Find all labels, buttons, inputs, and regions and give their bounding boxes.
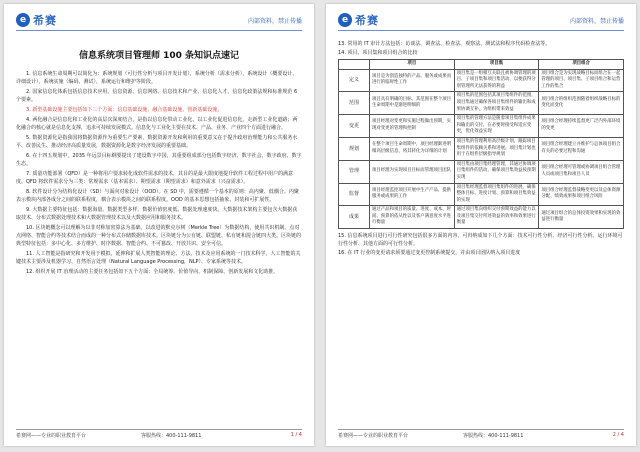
page-2-body [338, 40, 624, 426]
table-cell: 项目组合经理持续监督更广泛内外部环境的变更 [539, 115, 624, 138]
paragraph: 11. 人工智能是指研究和开发用于模拟、延伸和扩展人类智能的理论、方法、技术及应用系统的一门技术科学。人工智能的关键技术主要涉及机器学习、自然语言处理（Natural Language Processing，NLP）、专家系统等技术。 [16, 251, 301, 265]
paragraph: 8. 软件设计分为结构化设计（SD）与面向对象设计（OOD）。在 SD 中，需要遵循一个基本的原则：高内聚、低耦合。内聚表示模块内部各成分之间的联系程度，耦合表示模块之间的联系程度。OOD 的基本思想包括抽象、封装和可扩展性。 [16, 189, 299, 203]
page-header [338, 10, 624, 31]
row-category: 定义 [339, 69, 370, 92]
table-cell: 项目组合经理建立并维护与总体项目组合有关的必要过程和沟通 [539, 137, 624, 160]
comparison-table [338, 59, 624, 229]
column-header: 项目 [370, 60, 455, 70]
paragraph: 1. 信息系统生命周期可以简化为：系统规划（可行性分析与项目开发计划），系统分析（需求分析），系统设计（概要设计、详细设计），系统实施（编码、测试），系统运行和维护等阶段。 [16, 71, 298, 85]
paragraph: 15. 信息系统项目进行可行性研究包括很多方面的内容，可归纳成如下几个方面：技术可行性分析、经济可行性分析、运行环境可行性分析、其他方面的可行性分析。 [338, 233, 623, 248]
paragraph: 4. 两化融合是信息化和工业化的高层次深度结合，是指以信息化带动工业化、以工业化促进信息化，走新型工业化道路；两化融合的核心就是信息化支撑，追求可持续发展模式。信息化与工业化主要在技术、产品、业务、产业四个方面进行融合。 [16, 117, 298, 131]
table-cell: 项目组合经理可管理或协调项目组合管理人员或项目集和项目人员 [539, 160, 624, 183]
column-header [339, 60, 370, 70]
table-cell: 通过产品和项目的质量、进度、成本、时间、预算的依从性以及客户满意度水平进行衡量 [370, 206, 455, 229]
document-title: 信息系统项目管理师 100 条知识点速记 [78, 51, 240, 61]
paragraph: 9. 大数据主要特征包括：数据海量、数据类型多样、数据价值密度低、数据处理速度快。大数据技术架构主要包含大数据获取技术、分布式数据处理技术和大数据管理技术以及大数据应用和服务技术。 [16, 207, 298, 221]
paragraph: 3. 新型基础设施主要包括如下三个方面：信息基础设施、融合基础设施、创新基础设施。 [26, 107, 223, 113]
footer-hotline: 客服热线：400-111-9811 [463, 433, 524, 439]
brand-logo [338, 12, 379, 28]
page-number: 1 / 4 [290, 432, 302, 438]
column-header: 项目集 [454, 60, 539, 70]
table-cell: 项目集经理监督项目集组件的进展，确保整体目标、进度计划、预算和项目集效益的实现 [454, 183, 539, 206]
logo-icon: e [16, 13, 30, 27]
table-row [339, 69, 624, 92]
row-category: 变更 [339, 115, 370, 138]
table-row [339, 137, 624, 160]
paragraph: 14. 项目、项目集和项目组合的比较 [338, 50, 418, 56]
row-category: 范围 [339, 92, 370, 115]
table-row [339, 115, 624, 138]
table-cell: 项目经理为实现项目目标而管理项目团队 [370, 160, 455, 183]
paragraph: 12. 组织开展 IT 治理活动的主要任务包括如下五个方面：全局统筹、价值导向、机制保障、创新发展和文化助推。 [26, 269, 279, 275]
table-header-row [339, 60, 624, 70]
table-cell: 项目组合的组织范围随着组织战略目标的变化而变化 [539, 92, 624, 115]
table-row [339, 183, 624, 206]
row-category: 规划 [339, 137, 370, 160]
table-cell: 项目组合经理监督战略变更以及总体资源分配、绩效成果和项目组合风险 [539, 183, 624, 206]
paragraph: 16. 在 IT 行业的变更请求须要通过变更控制系统提交，并由项目团队纳入项目进度 [338, 250, 521, 257]
table-cell: 通过项目组合的总体投资效果和实现的效益进行衡量 [539, 206, 624, 229]
table-row [339, 206, 624, 229]
table-cell: 项目集的管理方法是随着项目集组件成果和输出的交付，在必要时接受和适应变更，优化效益实现 [454, 115, 539, 138]
logo-icon: e [338, 13, 352, 27]
footer-brand: 希赛网——专业的职业教育平台 [338, 433, 409, 439]
paragraph: 6. 在十四五规划中，2035 年远景目标纲要提出了建设数字中国，其重要组成部分包括数字经济、数字社会、数字政府、数字生态。 [16, 153, 302, 167]
page-1 [4, 4, 314, 446]
brand-logo [16, 12, 57, 28]
footer-hotline: 客服热线：400-111-9811 [141, 433, 202, 439]
footer-brand: 希赛网——专业的职业教育平台 [16, 433, 87, 439]
table-cell: 项目集由项目集经理管理，其通过协调项目集组件的活动，确保项目集效益按预期实现 [454, 160, 539, 183]
paragraph: 7. 质量功能部署（QFD）是一种将用户要求转化成软件需求的技术，其目的是最大限度地提升软件工程过程中用户的满意度。QFD 将软件需求分为三类：常规需求（基本需求）、期望需求（期望需求）和意外需求（兴奋需求）。 [16, 171, 294, 185]
table-cell: 项目具有明确的目标，其范围在整个项目生命周期中是渐进明细的 [370, 92, 455, 115]
table-row [339, 160, 624, 183]
table-cell: 项目集是一组相互关联且被协调管理的项目、子项目集和项目集活动，以便获得分别管理所无法获得的利益 [454, 69, 539, 92]
table-cell: 项目集的范围包括其项目集组件的范围，项目集通过确保各项目集组件的输出和成果协调互补，为组织带来效益 [454, 92, 539, 115]
paragraph: 2. 国家信息化体系包括信息技术应用、信息资源、信息网络、信息技术和产业、信息化人才、信息化政策法规和标准规范 6 个要素。 [16, 89, 298, 103]
page-number: 2 / 4 [612, 432, 624, 438]
table-cell: 项目经理对变更和实施过程做出预期，实现对变更的管理和控制 [370, 115, 455, 138]
paragraph: 13. 常用的 IT 审计方法包括：访谈法、调查法、检查法、观察法、测试法和程序代码检查法等。 [338, 41, 551, 47]
table-cell: 通过项目集向组织交付预期效益的能力以及项目集交付所述效益的效率和效果进行衡量 [454, 206, 539, 229]
confidential-tag: 内部资料，禁止传播 [247, 18, 302, 25]
brand-name: 希赛 [355, 14, 379, 27]
paragraph: 10. 区块链概念可以理解为以非对称加密算法为基础，以改进的默克尔树（Merkle Tree）为数据结构，使用共识机制、点对点网络、智能合约等技术结合而成的一种分布式存储数据库技术。区块链分为公有链、联盟链、私有链和混合链四大类。区块链的典型特征包括：多中心化、多方维护、时序数据、智能合约、不可篡改、开放共识、安全可信。 [16, 225, 302, 247]
table-cell: 项目经理监控项目开展中生产产品、提供服务或成果的工作 [370, 183, 455, 206]
page-header [16, 10, 302, 31]
row-category: 管理 [339, 160, 370, 183]
paragraph: 5. 数据资源化是指我国将数据资源作为重要生产要素，数据资源开发和利用的重要意义在于提升政府治理能力和公共服务水平、改善民生、推动经济高质量发展，数据资源化是数字经济发展的重要基础。 [16, 135, 298, 149]
brand-name: 希赛 [33, 14, 57, 27]
table-cell: 项目集的管理利用高层级计划，跟踪项目集组件的依赖关系和进展。项目集计划也用于在组件层级指导规划 [454, 137, 539, 160]
table-cell: 项目组合是为实现战略目标而组合在一起管理的项目、项目集、子项目组合和运营工作的集合 [539, 69, 624, 92]
row-category: 监督 [339, 183, 370, 206]
table-cell: 项目是为创造独特的产品、服务或成果而进行的临时性工作 [370, 69, 455, 92]
table-row [339, 92, 624, 115]
page-footer [16, 429, 302, 440]
page-1-body [16, 70, 302, 426]
row-category: 成果 [339, 206, 370, 229]
page-2 [326, 4, 636, 446]
table-cell: 在整个项目生命周期中，项目经理渐进明细高层级信息，将其转化为详细的计划 [370, 137, 455, 160]
page-footer [338, 429, 624, 440]
column-header: 项目组合 [539, 60, 624, 70]
confidential-tag: 内部资料，禁止传播 [569, 18, 624, 25]
